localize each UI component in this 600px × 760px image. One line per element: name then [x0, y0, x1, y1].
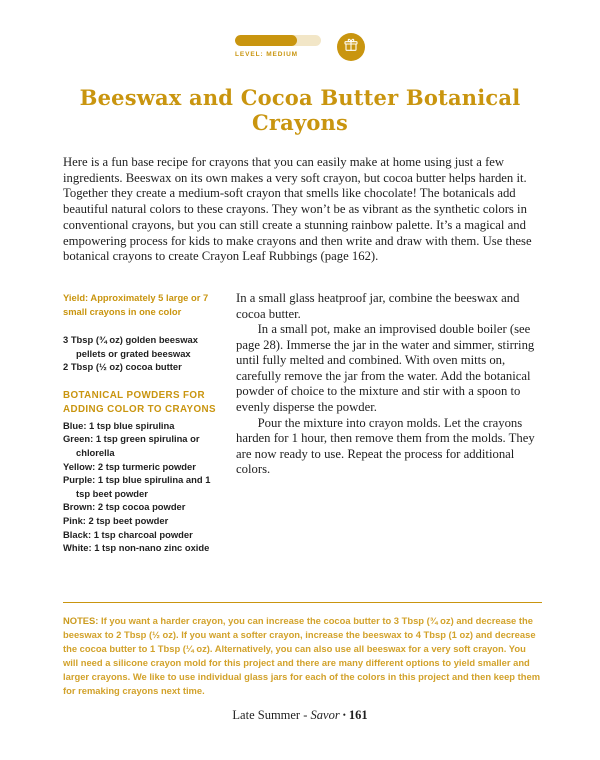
- page-footer: [0, 708, 600, 723]
- yield-note: Yield: Approximately 5 large or 7 small crayons in one color: [63, 291, 209, 317]
- footer-page-number: 161: [348, 708, 368, 722]
- level-meter-fill: [235, 35, 297, 46]
- powder-item: Black: 1 tsp charcoal powder: [63, 528, 193, 540]
- notes-text: If you want a harder crayon, you can increase the cocoa butter to 3 Tbsp (¾ oz) and decrease the beeswax to 2 Tbsp (½ oz). If you want a softer crayon, increase the beeswax to 4 Tbsp (1 oz) and decrease the cocoa butter to 1 Tbsp (¼ oz). Alternatively, you can also use all beeswax for a very soft crayon. You will need a silicone crayon mold for this project and there are many different options to yield smaller and larger crayons. We like to use individual glass jars for each of the colors in this project and then keep them for remaking crayons next time.: [63, 615, 541, 696]
- recipe-body: [63, 291, 545, 555]
- instruction-paragraph: In a small pot, make an improvised double boiler (see page 28). Immerse the jar in the water and simmer, stirring until fully melted and combined. With oven mitts on, carefully remove the jar from the water. Add the botanical powder of choice to the mixture and stir with a spoon to evenly disperse the powder.: [236, 322, 535, 415]
- ingredients-sidebar: [63, 291, 226, 555]
- footer-book-title: Savor: [310, 708, 340, 722]
- gift-icon: [343, 37, 359, 58]
- powders-heading: BOTANICAL POWDERS FOR ADDING COLOR TO CRAYONS: [63, 389, 216, 415]
- level-meter: [235, 35, 321, 58]
- powder-item: Purple: 1 tsp blue spirulina and 1 tsp beet powder: [63, 474, 211, 499]
- footer-separator: •: [342, 710, 346, 720]
- ingredient-item: 3 Tbsp (¾ oz) golden beeswax pellets or grated beeswax: [63, 334, 198, 359]
- level-label: LEVEL: MEDIUM: [235, 51, 298, 58]
- instruction-paragraph: Pour the mixture into crayon molds. Let the crayons harden for 1 hour, then remove them from the molds. They are now ready to use. Repeat the process for additional colors.: [236, 415, 535, 477]
- ingredient-item: 2 Tbsp (½ oz) cocoa butter: [63, 361, 182, 373]
- page-title: Beeswax and Cocoa Butter Botanical Crayons: [79, 85, 521, 135]
- instructions-column: [236, 291, 545, 555]
- powder-item: Yellow: 2 tsp turmeric powder: [63, 460, 196, 472]
- recipe-header: [0, 35, 600, 61]
- level-meter-track: [235, 35, 321, 46]
- instruction-paragraph: In a small glass heatproof jar, combine the beeswax and cocoa butter.: [236, 290, 520, 321]
- powder-item: Pink: 2 tsp beet powder: [63, 515, 169, 527]
- notes-label: NOTES:: [63, 615, 99, 626]
- powder-item: White: 1 tsp non-nano zinc oxide: [63, 542, 210, 554]
- notes-section: [63, 602, 542, 698]
- powders-list: [63, 419, 226, 555]
- powder-item: Blue: 1 tsp blue spirulina: [63, 419, 175, 431]
- intro-paragraph: Here is a fun base recipe for crayons that you can easily make at home using just a few ingredients. Beeswax on its own makes a very soft crayon, but cocoa butter helps harden it. Together they create a medium-soft crayon that smells like chocolate! The botanicals add beautiful natural colors to these crayons. They won’t be as vibrant as the synthetic colors in conventional crayons, but you can still create a stunning rainbow palette. It’s a magical and empowering process for kids to make crayons and then write and draw with them. Use these botanical crayons to create Crayon Leaf Rubbings (page 162).: [63, 155, 532, 264]
- footer-season: Late Summer -: [232, 708, 311, 722]
- powder-item: Green: 1 tsp green spirulina or chlorella: [63, 433, 200, 459]
- powder-item: Brown: 2 tsp cocoa powder: [63, 501, 186, 513]
- gift-badge: [337, 33, 365, 61]
- ingredients-list: [63, 333, 226, 374]
